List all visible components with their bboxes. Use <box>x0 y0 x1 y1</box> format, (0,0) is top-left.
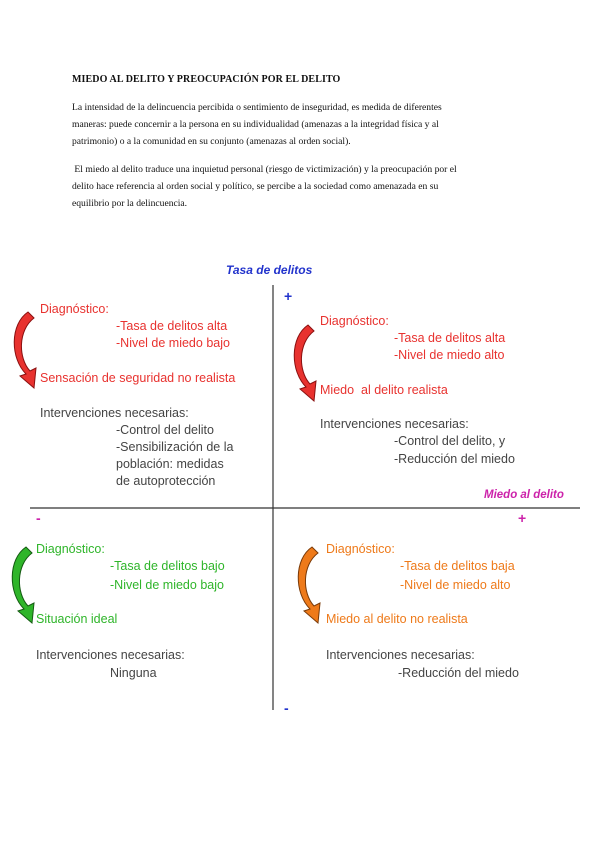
tl-intervention: población: medidas <box>116 457 224 471</box>
bl-line: -Nivel de miedo bajo <box>110 578 224 592</box>
br-result: Miedo al delito no realista <box>326 612 468 626</box>
x-minus-sign: - <box>36 510 41 526</box>
paragraph-2-line: delito hace referencia al orden social y político, se percibe a la sociedad como amenazada en su <box>72 181 439 192</box>
tl-line: -Nivel de miedo bajo <box>116 336 230 350</box>
paragraph-2 <box>72 161 542 212</box>
tr-interventions-title: Intervenciones necesarias: <box>320 417 469 431</box>
tr-result: Miedo al delito realista <box>320 383 448 397</box>
tr-intervention: -Reducción del miedo <box>394 452 515 466</box>
br-line: -Tasa de delitos baja <box>400 559 515 573</box>
br-interventions-title: Intervenciones necesarias: <box>326 648 475 662</box>
paragraph-1-line: maneras: puede concernir a la persona en su individualidad (amenazas a la integridad física y al <box>72 119 439 130</box>
paragraph-2-line: equilibrio por la delincuencia. <box>72 198 188 209</box>
quadrant-diagram <box>0 255 600 715</box>
document-title: MIEDO AL DELITO Y PREOCUPACIÓN POR EL DELITO <box>72 74 341 85</box>
br-diagnostico: Diagnóstico: <box>326 542 395 556</box>
tl-intervention: de autoprotección <box>116 474 216 488</box>
y-minus-sign: - <box>284 700 289 716</box>
curved-arrow-green-icon <box>6 545 36 625</box>
bl-interventions-title: Intervenciones necesarias: <box>36 648 185 662</box>
tr-line: -Nivel de miedo alto <box>394 348 505 362</box>
tl-diagnostico: Diagnóstico: <box>40 302 109 316</box>
tl-intervention: -Control del delito <box>116 423 214 437</box>
paragraph-2-line: El miedo al delito traduce una inquietud personal (riesgo de victimización) y la preocupación por el <box>72 164 457 175</box>
paragraph-1 <box>72 99 542 150</box>
x-plus-sign: + <box>518 510 527 526</box>
tl-interventions-title: Intervenciones necesarias: <box>40 406 189 420</box>
tl-intervention: -Sensibilización de la <box>116 440 234 454</box>
tr-intervention: -Control del delito, y <box>394 434 506 448</box>
x-axis-label: Miedo al delito <box>484 489 564 501</box>
paragraph-1-line: La intensidad de la delincuencia percibida o sentimiento de inseguridad, es medida de diferentes <box>72 102 442 113</box>
br-line: -Nivel de miedo alto <box>400 578 511 592</box>
y-axis-label: Tasa de delitos <box>226 263 313 277</box>
paragraph-1-line: patrimonio) o a la comunidad en su conjunto (amenazas al orden social). <box>72 136 351 147</box>
bl-result: Situación ideal <box>36 612 118 626</box>
bl-intervention: Ninguna <box>110 666 157 680</box>
tr-diagnostico: Diagnóstico: <box>320 314 389 328</box>
bl-line: -Tasa de delitos bajo <box>110 559 225 573</box>
tl-result: Sensación de seguridad no realista <box>40 371 236 385</box>
tr-line: -Tasa de delitos alta <box>394 331 506 345</box>
curved-arrow-orange-icon <box>292 545 322 625</box>
curved-arrow-red-icon <box>8 310 38 390</box>
y-plus-sign: + <box>284 288 293 304</box>
br-intervention: -Reducción del miedo <box>398 666 519 680</box>
tl-line: -Tasa de delitos alta <box>116 319 228 333</box>
curved-arrow-red-icon <box>288 323 318 403</box>
bl-diagnostico: Diagnóstico: <box>36 542 105 556</box>
